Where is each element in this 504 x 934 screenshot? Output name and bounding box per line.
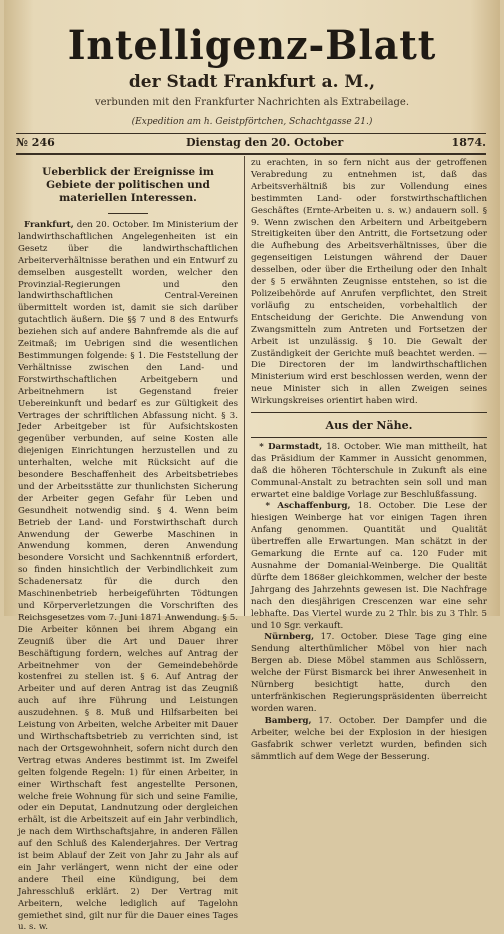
section-rule-top: [251, 412, 487, 413]
article-continuation: zu erachten, in so fern nicht aus der getroffenen Verabredung zu entnehmen ist, daß das Arbeitsverhältniß bis zur Vollendung eines bestimmten Land- oder forstwirthschaftlichen Geschäftes (Ernte-Arbeiten u. s. w.) andauern soll. § 9. Wenn zwischen den Arbeitern und Arbeitgebern Streitigkeiten über den Antritt, die Fortsetzung oder die Aufhebung des Arbeitsverhältnisses, über die gegenseitigen Leistungen während der Dauer desselben, oder über die Ertheilung oder den Inhalt der § 5 erwähnten Zeugnisse entstehen, so ist die Polizeibehörde auf Anrufen verpflichtet, den Streit vorläufig zu entscheiden, vorbehaltlich der Entscheidung der Gerichte. Die Anwendung von Zwangsmitteln zum Antreten und Fortsetzen der Arbeit ist unzulässig. § 10. Die Gewalt der Zuständigkeit der Gerichte muß beachtet werden. — Die Directoren der im landwirthschaftlichen Ministerium wird erst beschlossen werden, wenn der neue Minister sich in allen Zweigen seines Wirkungskreises orientirt haben wird.: [251, 158, 487, 407]
heading-divider: [108, 213, 148, 214]
section-title: Aus der Nähe.: [325, 419, 413, 433]
right-column: [251, 158, 488, 762]
issue-year: 1874.: [451, 136, 486, 149]
article-body: [18, 220, 238, 934]
news-item-text: 17. October. Diese Tage ging eine Sendung alterthümlicher Möbel von hier nach Bergen ab. Diese Möbel stammen aus Schlössern, welche der Fürst Bismarck bei ihrer Anwesenheit in Nürnberg besichtigt hatte, durch den unterfränkischen Regierungspräsidenten überreicht worden waren.: [251, 632, 487, 714]
left-column: [18, 158, 238, 933]
news-item-place: * Darmstadt,: [259, 441, 323, 452]
article-heading: Ueberblick der Ereignisse im Gebiete der politischen und materiellen Interessen.: [42, 166, 214, 204]
news-item: [251, 442, 487, 502]
newspaper-title: Intelligenz-Blatt: [67, 22, 437, 69]
issue-rule: [16, 153, 486, 155]
column-divider: [244, 156, 245, 616]
article-text: den 20. October. Im Ministerium der landwirthschaftlichen Angelegenheiten ist ein Gesetz über die landwirthschaftlichen Arbeiterverhältnisse berathen und ein Entwurf zu demselben ausgestellt worden, welcher den Provinzial-Regierungen und den landwirthschaftlichen Central-Vereinen übermittelt worden ist, damit sie sich darüber gutachtlich äußern. Die §§ 7 und 8 des Entwurfs beziehen sich auf andere Bahnfremde als die auf Zeitmaß; im Uebrigen sind die wesentlichen Bestimmungen folgende: § 1. Die Feststellung der Verhältnisse zwischen den Land- und Forstwirthschaftlichen Arbeitgebern und Arbeitnehmern ist Gegenstand freier Uebereinkunft und bedarf es zur Gültigkeit des Vertrages der schriftlichen Abfassung nicht. § 3. Jeder Arbeitgeber ist für Aufsichtskosten gegenüber verbunden, auf seine Kosten alle diejenigen Einrichtungen herzustellen und zu unterhalten, welche mit Rücksicht auf die besondere Beschaffenheit des Arbeitsbetriebes und der Arbeitsstätte zur thunlichsten Sicherung der Arbeiter gegen Gefahr für Leben und Gesundheit notwendig sind. § 4. Wenn beim Betrieb der Land- und Forstwirthschaft durch Anwendung der Gewerbe Maschinen in Anwendung kommen, deren Anwendung besondere Vorsicht und Sachkenntniß erfordert, so finden hinsichtlich der Verbindlichkeit zum Schadenersatz für die durch den Maschinenbetrieb herbeigeführten Tödtungen und Körperverletzungen die Vorschriften des Reichsgesetzes vom 7. Juni 1871 Anwendung. § 5. Die Arbeiter können bei ihrem Abgang ein Zeugniß über die Art und Dauer ihrer Beschäftigung fordern, welches auf Antrag der Arbeitnehmer von der Gemeindebehörde kostenfrei zu stellen ist. § 6. Auf Antrag der Arbeiter und auf deren Antrag ist das Zeugniß auch auf ihre Führung und Leistungen auszudehnen. § 8. Muß und Hilfsarbeiten bei Leistung von Arbeiten, welche Arbeiter mit Dauer und Wirthschaftsbetrieb zu verrichten sind, ist nach der Ortsgewohnheit, sofern nicht durch den Vertrag etwas Anderes bestimmt ist. Im Zweifel gelten folgende Regeln: 1) für einen Arbeiter, in einer Wirthschaft fest angestellte Personen, welche freie Wohnung für sich und seine Familie, oder ein Deputat, Landnutzung oder dergleichen erhält, ist die Arbeitszeit auf ein Jahr verbindlich, je nach dem Wirthschaftsjahre, in anderen Fällen auf den Schluß des Kalenderjahres. Der Vertrag ist beim Ablauf der Zeit von Jahr zu Jahr als auf ein Jahr verlängert, wenn nicht der eine oder andere Theil eine Kündigung, bei dem Jahresschluß erklärt. 2) Der Vertrag mit Arbeitern, welche lediglich auf Tagelohn gemiethet sind, gilt nur für die Dauer eines Tages u. s. w.: [18, 220, 238, 933]
article-dateline: Frankfurt,: [24, 220, 74, 230]
newspaper-subtitle: der Stadt Frankfurt a. M.,: [128, 72, 376, 92]
issue-date: Dienstag den 20. October: [186, 136, 344, 149]
news-item-text: 17. October. Der Dampfer und die Arbeiter, welche bei der Explosion in der hiesigen Gasfabrik schwer verletzt wurden, befinden sich sämmtlich auf dem Wege der Besserung.: [251, 715, 488, 762]
news-item-text: 18. October. Die Lese der hiesigen Weinberge hat vor einigen Tagen ihren Anfang genommen. Quantität und Qualität übertreffen alle Erwartungen. Man schätzt in der Gemarkung die Ernte auf ca. 120 Fuder mit Ausnahme der Domanial-Weinberge. Die Qualität dürfte dem 1868er gleichkommen, welcher der beste Jahrgang des Jahrzehnts gewesen ist. Die Nachfrage nach den diesjährigen Crescenzen war eine sehr lebhafte. Das Viertel wurde zu 2 Thlr. bis zu 3 Thlr. 5 und 10 Sgr. verkauft.: [251, 501, 488, 631]
issue-number: № 246: [16, 136, 55, 149]
news-item: [251, 716, 487, 764]
newspaper-page: [4, 0, 500, 933]
masthead: [4, 0, 500, 130]
newspaper-subline: verbunden mit den Frankfurter Nachrichten als Extrabeilage.: [94, 97, 410, 108]
expedition-note: (Expedition am h. Geistpförtchen, Schachtgasse 21.): [131, 117, 373, 127]
news-item: [251, 501, 487, 632]
issue-row: [16, 136, 486, 152]
news-item-place: * Aschaffenburg,: [265, 501, 351, 512]
news-item-text: 18. October. Wie man mittheilt, hat das Präsidium der Kammer in Aussicht genommen, daß die höheren Töchterschule in Zukunft als eine Communal-Anstalt zu betrachten sein soll und man erwartet eine baldige Vorlage zur Beschlußfassung.: [251, 441, 487, 500]
news-item: [251, 632, 487, 715]
news-item-place: Nürnberg,: [264, 632, 315, 643]
section-rule-bottom: [251, 437, 487, 438]
top-rule: [16, 133, 486, 134]
news-item-place: Bamberg,: [264, 715, 312, 726]
